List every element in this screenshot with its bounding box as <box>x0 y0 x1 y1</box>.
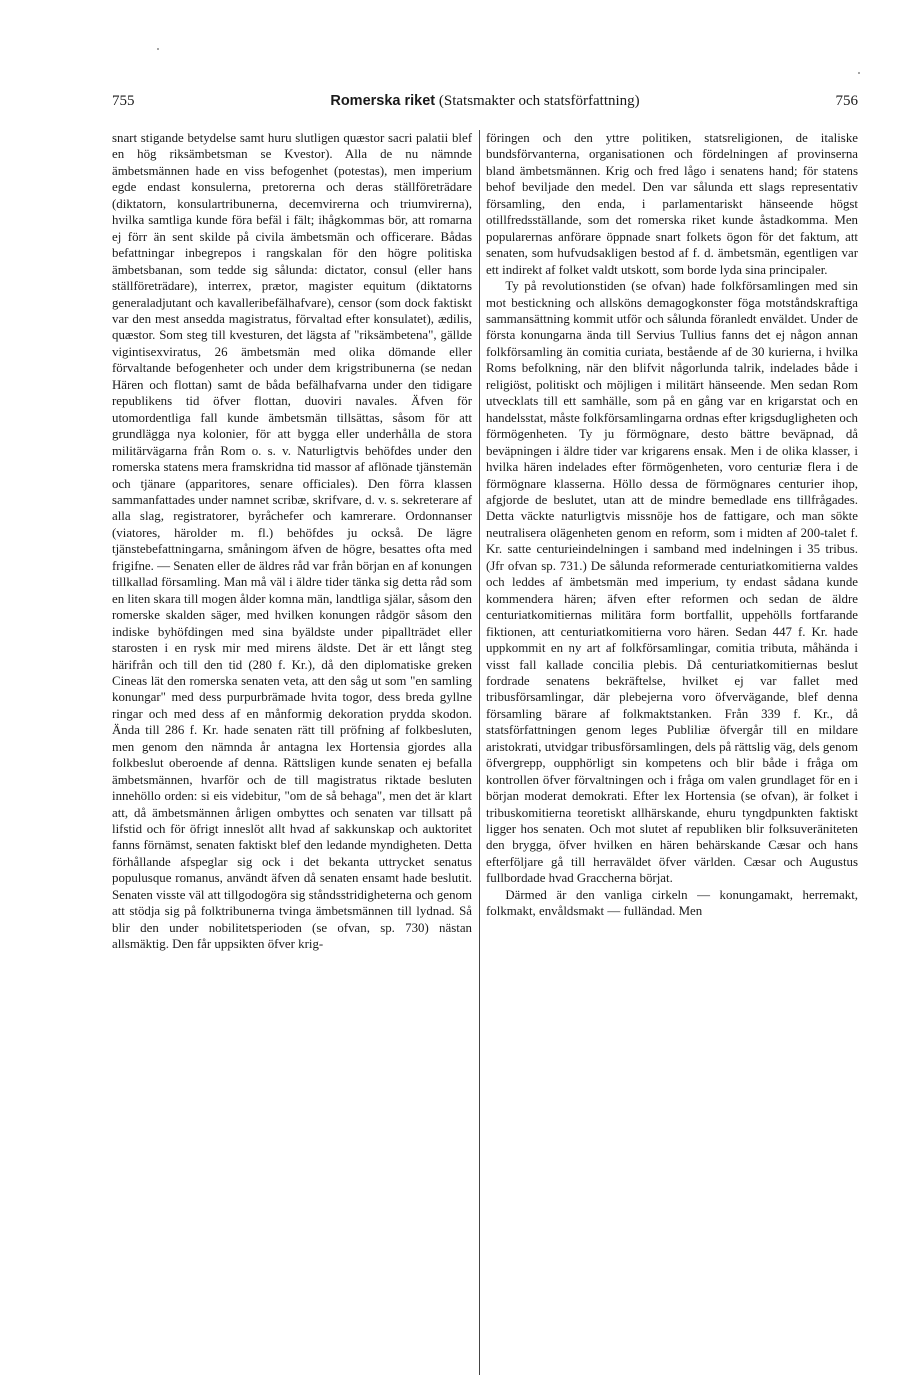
page-number-left: 755 <box>112 93 135 109</box>
paragraph: snart stigande betydelse samt huru slutligen quæstor sacri palatii blef en hög riksämbetsman se Kvestor). Alla de nu nämnde ämbetsmännen hade en viss befogenhet (potestas), men imperium egde endast konsulerna, pretorerna och deras ställföreträdare (diktatorn, konsulartribunerna, decemvirerna och triumvirerna), hvilka samtliga kunde föra befäl i fält; ihågkommas bör, att romarna ej förr än sent skilde på civila ämbetsmän och officerare. Bådas befattningar inbegrepos i rangskalan för den högre politiska ämbetsbanan, som tedde sig sålunda: dictator, consul (eller hans ställföreträdare), interrex, prætor, magister equitum (diktatorns generaladjutant och kavalleribefälhafvare), censor (som dock faktiskt var den mest ansedda magistratus, förvaltad efter konsulatet), ædilis, quæstor. Som steg till kvesturen, det lägsta af "riksämbetena", gällde vigintisexviratus, 26 ämbetsmän med olika dömande eller förvaltande befogenheter och under dem krigstribunerna (se nedan Hären och flottan) samt de båda befälhafvarna under den tidigare republikens tid öfver flottan, duoviri navales. Äfven för utomordentliga fall kunde ämbetsmän tillsättas, såsom för att grundlägga nya kolonier, för att bygga eller underhålla de stora militärvägarna från Rom o. s. v. Naturligtvis behöfdes under den romerska statens mera framskridna tid massor af aflönade tjänstemän och tjänare (apparitores, senare officiales). Den förra klassen sammanfattades under namnet scribæ, skrifvare, d. v. s. sekreterare af alla slag, registratorer, byråchefer och kamrerare. Ordonnanser (viatores, härolder m. fl.) behöfdes ju också. De lägre tjänstebefattningarna, småningom äfven de högre, besattes ofta med frigifne. — Senaten eller de äldres råd var från början en af konungen tillkallad församling. Man må väl i äldre tider tänka sig detta råd som en liten skara till mogen ålder komna män, landtliga själar, såsom den romerske skalden säger, med hvilken konungen rådgör såsom den indiske byhöfdingen med sina byäldste under pipallträdet eller starosten i en rysk mir med mirens äldste. Det är ett långt steg härifrån och till den tid (280 f. Kr.), då den diplomatiske greken Cineas lät den romerska senaten veta, att den såg ut som "en samling konungar" med dess purpurbrämade hvita togor, dess breda gyllne ringar och med dess af en månformig dekoration prydda skodon. Ända till 286 f. Kr. hade senaten rätt till pröfning af folkbesluten, men genom den nämnda år antagna lex Hortensia gjordes alla folkbeslut oberoende af denna. Rättsligen kunde senaten ej befalla ämbetsmännen, hvarför och de till magistratus riktade besluten innehöllo orden: si eis videbitur, "om de så behaga", men det är klart att, då ämbetsmännen årligen ombyttes och senaten var tillsatt på lifstid och för öfrigt inneslöt allt hvad af sakkunskap och auktoritet fanns förnämst, senaten faktiskt blef den ledande myndigheten. Detta förhållande afspeglar sig ock i det bekanta uttrycket senatus populusque romanus, användt äfven då senaten ensamt hade beslutit. Senaten visste väl att tillgodogöra sig ståndsstridigheterna och genom att stödja sig på folktribunerna tvinga ämbetsmännen till lydnad. Så blir den under nobilitetsperioden (se ofvan, sp. 730) nästan allsmäktig. Den får uppsikten öfver krig- <box>112 131 472 952</box>
running-title-rest: (Statsmakter och statsförfattning) <box>435 93 640 109</box>
page-number-right: 756 <box>835 93 858 109</box>
paragraph: Därmed är den vanliga cirkeln — konungamakt, herremakt, folkmakt, envåldsmakt — fulländad. Men <box>486 887 858 919</box>
paragraph: föringen och den yttre politiken, statsreligionen, de italiske bundsförvanterna, organisationen och fördelningen af provinserna bland ämbetsmännen. Krig och fred lågo i senatens hand; för statens behof beviljade den medel. Den var sålunda ett slags representativ församling, den enda, i parlamentariskt hänseende högst otillfredsställande, som det romerska riket kunde åstadkomma. Men popularernas anförare öppnade snart folkets ögon för det faktum, att senaten, som hufvudsakligen bestod af f. d. ämbetsmän, egentligen var ett indirekt af folket valdt utskott, som borde lyda sina principaler. <box>486 131 858 277</box>
column-divider <box>479 130 480 1375</box>
left-column <box>112 130 472 953</box>
right-column <box>486 130 858 920</box>
paragraph: Ty på revolutionstiden (se ofvan) hade folkförsamlingen med sin mot bestickning och allsköns demagogkonster föga motståndskraftiga sammansättning kommit utför och sålunda föranledt enväldet. Under de första konungarna ända till Servius Tullius fanns det ej någon annan folkförsamling än comitia curiata, bestående af de 30 kurierna, i hvilka Roms befolkning, när den blifvit någorlunda talrik, indelades både i religiöst, politiskt och möjligen i militärt hänseende. Men sedan Rom utvecklats till ett samhälle, som på en gång var en krigarstat och en handelsstat, måste folkförsamlingarna ordnas efter krigsdugligheten och förmögenheten. Ty ju förmögnare, desto bättre beväpnad, då beväpningen i äldre tider var krigarens ensak. Men i de olika klasser, i hvilka hären indelades efter förmögenheten, voro centuriæ flera i de förmögnare klasserna. Höllo dessa de förmögnares centurier ihop, afgjorde de beslutet, utan att de mindre bemedlade ens tillfrågades. Detta väckte naturligtvis missnöje hos de fattigare, och man sökte neutralisera olägenheten genom en reform, som i midten af 200-talet f. Kr. satte centurieindelningen i samband med indelningen i 35 tribus. (Jfr ofvan sp. 731.) De sålunda reformerade centuriatkomitierna valdes och leddes af ämbetsmän med imperium, ty endast sådana kunde kommendera hären; äfven efter reformen och sedan de äldre centuriatkomitiernas militära form bortfallit, uppehölls fortfarande fiktionen, att centuriatkomitierna voro hären. Sedan 447 f. Kr. hade uppkommit en ny art af folkförsamlingar, comitia tributa, måhända i visst fall kallade concilia plebis. Då centuriatkomitiernas beslut fordrade senatens bekräftelse, hvilket ej var fallet med tribusförsamlingar, där plebejerna voro öfvervägande, blef denna församling bärare af folkmaktstanken. Från 339 f. Kr., då statsförfattningen genom leges Publiliæ öfvergår till en mildare aristokrati, utvidgar tribusförsamlingen, dels på rättslig väg, dels genom öfvergrepp, oupphörligt sin kompetens och blir både i fråga om kontrollen öfver förvaltningen och i fråga om valen grundlaget för en i början moderat demokrati. Efter lex Hortensia (se ofvan), är folket i tribuskomitierna teoretiskt allhärskande, ehuru tyngdpunkten faktiskt ligger hos senaten. Och mot slutet af republiken blir folksuveräniteten den brygga, öfver hvilken en hären behärskande Cæsar och hans efterföljare gå till herraväldet öfver världen. Cæsar och Augustus fullbordade hvad Graccherna börjat. <box>486 279 858 886</box>
scan-speck <box>858 72 860 74</box>
running-title-bold: Romerska riket <box>330 93 436 109</box>
running-title <box>112 93 858 110</box>
scan-speck <box>157 48 159 50</box>
running-head <box>112 93 858 115</box>
